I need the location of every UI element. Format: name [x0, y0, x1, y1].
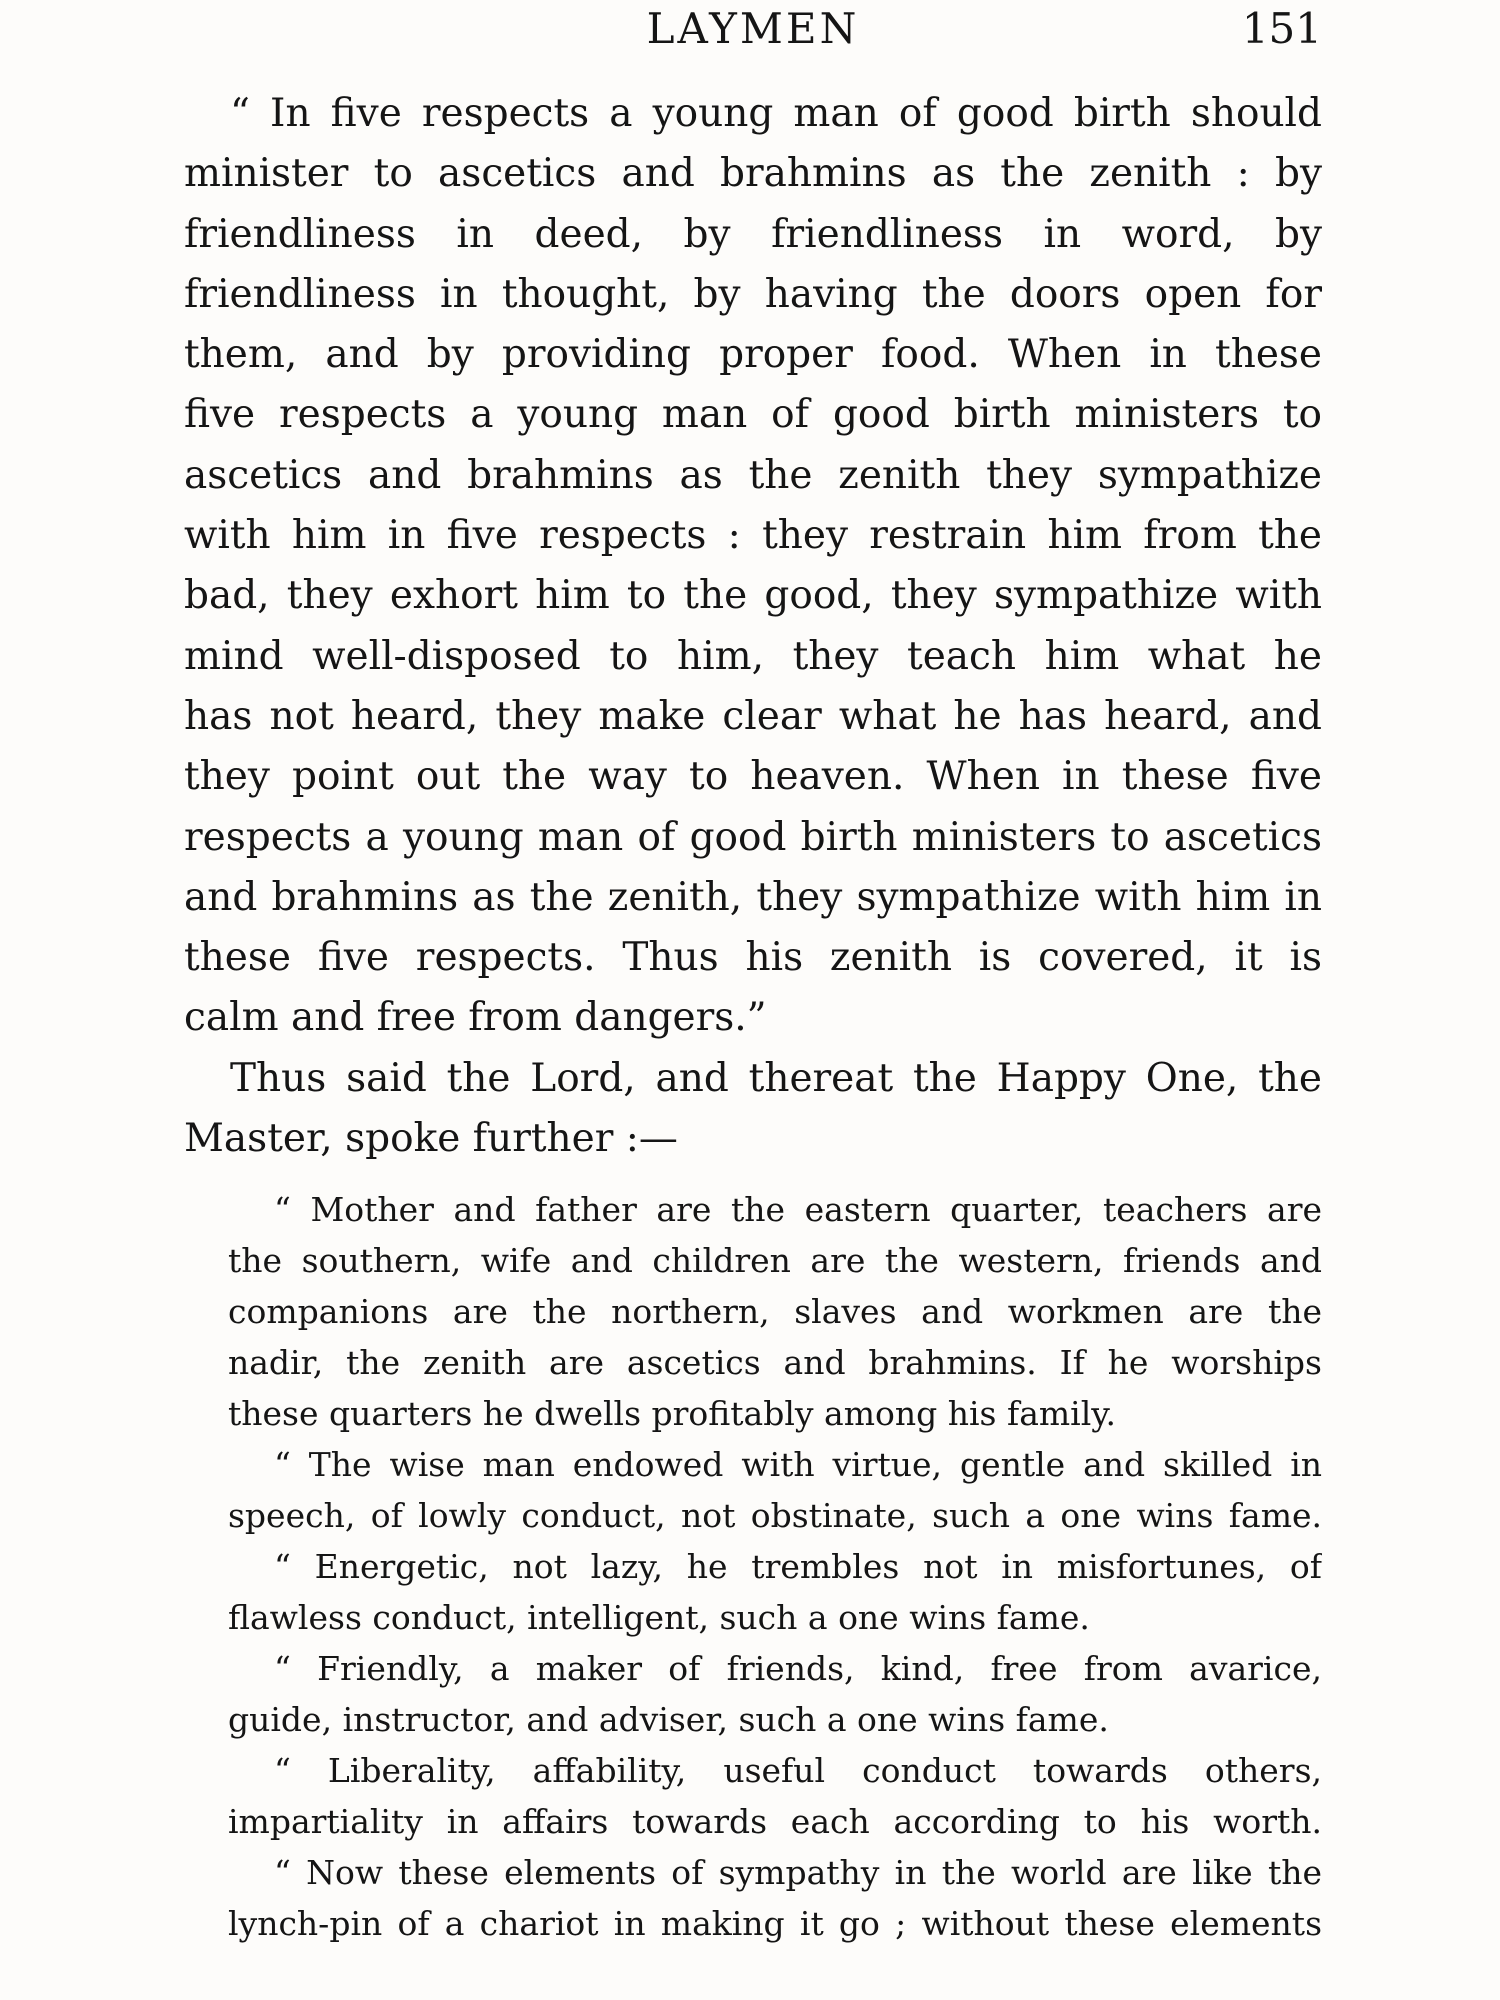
text-line: these five respects. Thus his zenith is covered, it is [184, 935, 1322, 981]
text-line: bad, they exhort him to the good, they sympathize with [184, 573, 1322, 619]
verse-line: “ Mother and father are the eastern quarter, teachers are [274, 1190, 1322, 1229]
running-title: LAYMEN [646, 4, 860, 53]
verse-line: companions are the northern, slaves and workmen are the [228, 1292, 1322, 1331]
verse-line: “ Now these elements of sympathy in the world are like the [274, 1853, 1322, 1892]
text-line: “ In five respects a young man of good birth should [230, 91, 1322, 136]
verse-line: impartiality in affairs towards each according to his worth. [228, 1802, 1322, 1841]
text-line: mind well-disposed to him, they teach him what he [184, 633, 1322, 679]
text-line: with him in five respects : they restrain him from the [184, 513, 1322, 559]
verse-block [228, 1184, 1322, 1949]
verse-line: “ Liberality, affability, useful conduct towards others, [274, 1751, 1322, 1790]
verse-line: flawless conduct, intelligent, such a one wins fame. [228, 1598, 1090, 1637]
verse-line: these quarters he dwells profitably among his family. [228, 1394, 1117, 1433]
text-line: and brahmins as the zenith, they sympathize with him in [184, 874, 1322, 920]
verse-line: the southern, wife and children are the western, friends and [228, 1241, 1322, 1280]
verse-line: guide, instructor, and adviser, such a one wins fame. [228, 1700, 1109, 1739]
body-text [184, 84, 1322, 1169]
text-line: has not heard, they make clear what he has heard, and [184, 693, 1322, 739]
text-line: friendliness in deed, by friendliness in word, by [184, 211, 1322, 257]
verse-line: speech, of lowly conduct, not obstinate, such a one wins fame. [228, 1496, 1322, 1535]
running-head [184, 0, 1322, 66]
page-number: 151 [1241, 4, 1322, 53]
text-line: Thus said the Lord, and thereat the Happy One, the [230, 1055, 1322, 1101]
text-line: friendliness in thought, by having the doors open for [184, 271, 1322, 317]
text-line: calm and free from dangers.” [184, 995, 767, 1041]
verse-line: nadir, the zenith are ascetics and brahmins. If he worships [228, 1343, 1322, 1382]
text-line: Master, spoke further :— [184, 1116, 678, 1162]
text-line: minister to ascetics and brahmins as the zenith : by [184, 151, 1322, 197]
text-line: them, and by providing proper food. When in these [184, 332, 1322, 378]
text-line: respects a young man of good birth ministers to ascetics [184, 814, 1322, 860]
verse-line: “ Energetic, not lazy, he trembles not in misfortunes, of [274, 1547, 1322, 1586]
text-line: ascetics and brahmins as the zenith they sympathize [184, 452, 1322, 498]
text-line: they point out the way to heaven. When in these five [184, 754, 1322, 800]
text-line: five respects a young man of good birth ministers to [184, 392, 1322, 438]
verse-line: “ Friendly, a maker of friends, kind, free from avarice, [274, 1649, 1322, 1688]
verse-line: lynch-pin of a chariot in making it go ; without these elements [228, 1904, 1322, 1943]
verse-line: “ The wise man endowed with virtue, gentle and skilled in [274, 1445, 1322, 1484]
